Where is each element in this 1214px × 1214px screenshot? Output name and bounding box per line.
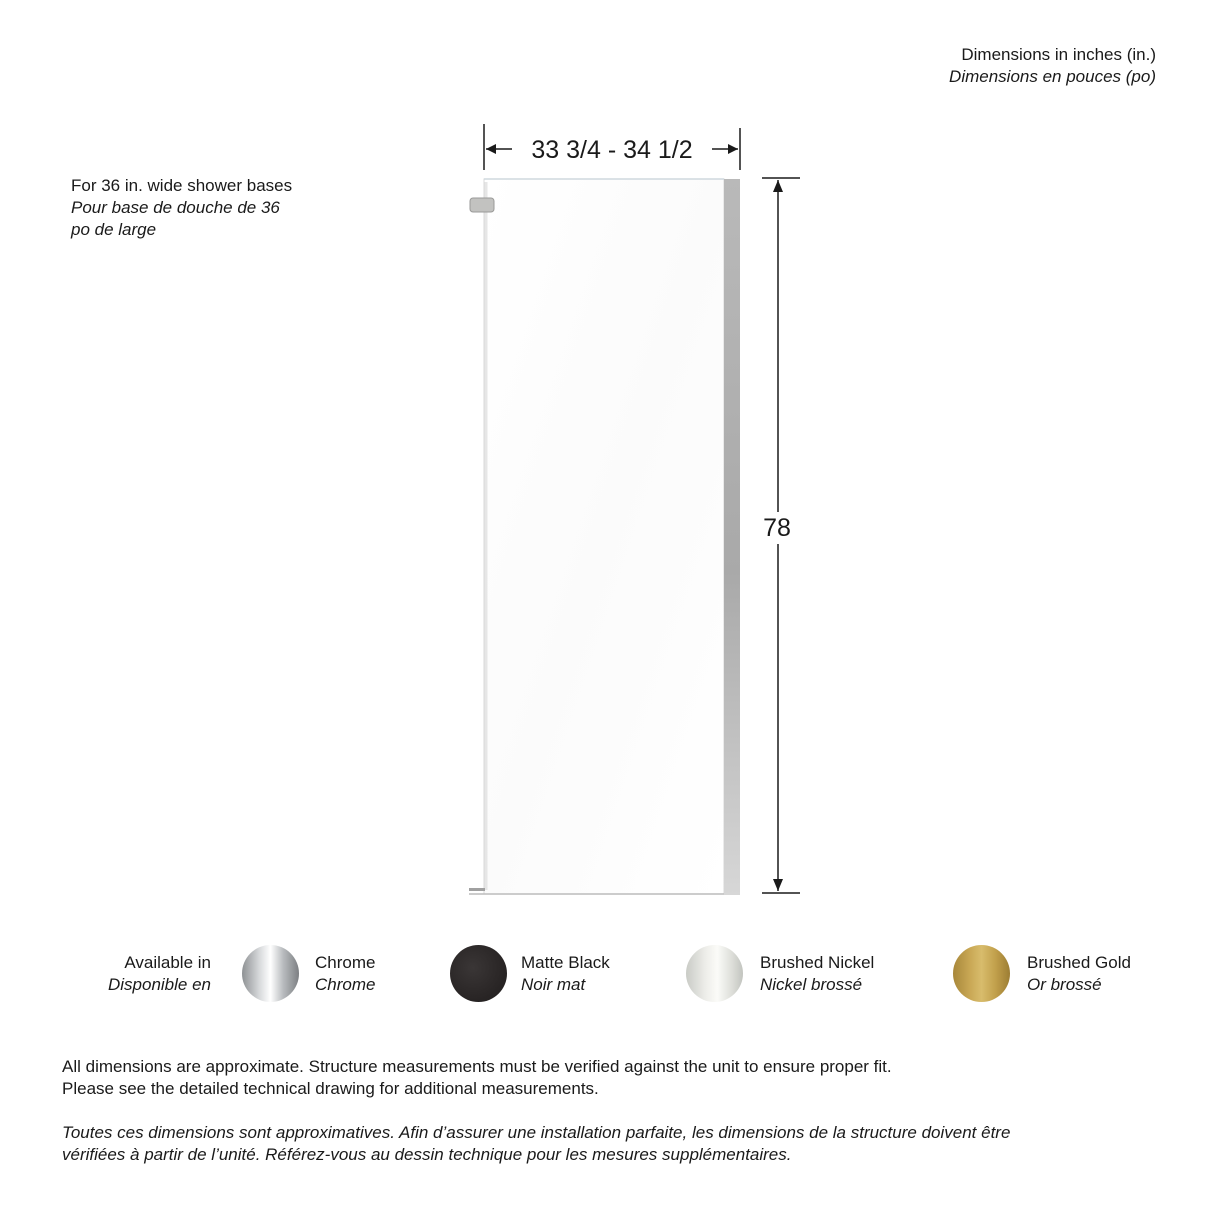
finish-chrome-label: [315, 952, 375, 996]
chrome-swatch: [242, 945, 299, 1002]
disclaimer-fr-line1: Toutes ces dimensions sont approximatives. Afin d’assurer une installation parfaite, les dimensions de la structure doivent être: [62, 1123, 1011, 1142]
units-note-en: Dimensions in inches (in.): [961, 45, 1156, 64]
finish-brushed-nickel-label: [760, 952, 874, 996]
finish-matte-black-fr: Noir mat: [521, 975, 586, 994]
finish-brushed-gold-label: [1027, 952, 1131, 996]
disclaimer-fr-line2: vérifiées à partir de l’unité. Référez-vous au dessin technique pour les mesures supplémentaires.: [62, 1145, 792, 1164]
finish-brushed-nickel-en: Brushed Nickel: [760, 953, 875, 972]
available-in-label: [108, 952, 211, 996]
wall-profile: [724, 179, 740, 895]
matte-black-swatch: [450, 945, 507, 1002]
finish-matte-black-label: [521, 952, 610, 996]
glass-panel: [484, 179, 724, 894]
compatibility-note-fr-line1: Pour base de douche de 36: [71, 198, 280, 217]
units-note-fr: Dimensions en pouces (po): [949, 67, 1156, 86]
available-in-fr: Disponible en: [107, 975, 211, 994]
finish-brushed-gold-en: Brushed Gold: [1027, 953, 1131, 972]
finish-chrome-fr: Chrome: [315, 975, 376, 994]
brushed-nickel-swatch: [686, 945, 743, 1002]
compatibility-note-fr-line2: po de large: [71, 220, 157, 239]
height-arrowhead-top: [773, 180, 783, 192]
disclaimer-en-line2: Please see the detailed technical drawing for additional measurements.: [62, 1079, 599, 1098]
top-bracket: [470, 198, 494, 212]
height-dimension-label: 78: [755, 512, 799, 544]
finish-brushed-nickel-fr: Nickel brossé: [760, 975, 863, 994]
compatibility-note-en: For 36 in. wide shower bases: [71, 176, 293, 195]
brushed-gold-swatch: [953, 945, 1010, 1002]
disclaimer-fr: [62, 1122, 1162, 1166]
finish-chrome-en: Chrome: [315, 953, 376, 972]
width-dimension-label: 33 3/4 - 34 1/2: [531, 136, 693, 164]
available-in-en: Available in: [124, 953, 211, 972]
finish-matte-black-en: Matte Black: [521, 953, 610, 972]
finish-brushed-gold-fr: Or brossé: [1027, 975, 1102, 994]
bottom-guide: [469, 888, 485, 891]
disclaimer-en: [62, 1056, 1162, 1100]
height-arrowhead-bottom: [773, 879, 783, 891]
disclaimer-en-line1: All dimensions are approximate. Structure measurements must be verified against the unit to ensure proper fit.: [62, 1057, 892, 1076]
